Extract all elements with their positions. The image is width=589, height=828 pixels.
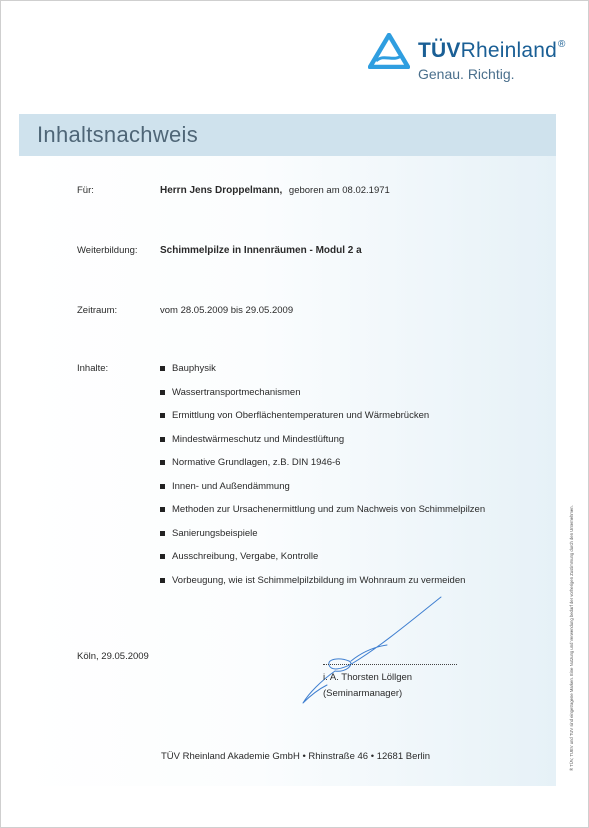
title-band	[19, 114, 556, 156]
weiterbildung-label: Weiterbildung:	[77, 245, 138, 256]
list-item: Normative Grundlagen, z.B. DIN 1946-6	[160, 457, 485, 481]
signatory-name: i. A. Thorsten Löllgen	[323, 672, 413, 683]
list-item: Wassertransportmechanismen	[160, 387, 485, 411]
recipient	[160, 185, 390, 196]
footer-address: TÜV Rheinland Akademie GmbH • Rhinstraße 46 • 12681 Berlin	[160, 751, 431, 762]
list-item: Mindestwärmeschutz und Mindestlüftung	[160, 434, 485, 458]
bullet-icon	[160, 460, 165, 465]
list-item: Innen- und Außendämmung	[160, 481, 485, 505]
list-item: Ermittlung von Oberflächentemperaturen und Wärmebrücken	[160, 410, 485, 434]
bullet-icon	[160, 366, 165, 371]
logo-brand: TÜVRheinland®	[418, 39, 566, 62]
tuev-triangle-icon	[368, 33, 410, 69]
list-item: Sanierungsbeispiele	[160, 528, 485, 552]
bullet-icon	[160, 531, 165, 536]
bullet-icon	[160, 507, 165, 512]
trademark-note: ® TÜV, TUEV und TUV sind eingetragene Marken. Eine Nutzung und Verwendung bedarf der vorherigen Zustimmung durch den Unternehmen.	[569, 505, 574, 771]
zeitraum-label: Zeitraum:	[77, 305, 118, 316]
recipient-name: Herrn Jens Droppelmann,	[160, 185, 283, 196]
place-date: Köln, 29.05.2009	[77, 651, 149, 662]
page-title: Inhaltsnachweis	[37, 122, 199, 147]
signature-line	[323, 664, 457, 665]
bullet-icon	[160, 578, 165, 583]
content-list	[160, 363, 485, 598]
course-title: Schimmelpilze in Innenräumen - Modul 2 a	[160, 245, 362, 256]
list-item: Methoden zur Ursachenermittlung und zum Nachweis von Schimmelpilzen	[160, 504, 485, 528]
bullet-icon	[160, 413, 165, 418]
inhalte-label: Inhalte:	[77, 363, 109, 374]
bullet-icon	[160, 437, 165, 442]
bullet-icon	[160, 484, 165, 489]
tuev-rheinland-logo	[368, 31, 568, 83]
list-item: Bauphysik	[160, 363, 485, 387]
fuer-label: Für:	[77, 185, 94, 196]
bullet-icon	[160, 554, 165, 559]
list-item: Vorbeugung, wie ist Schimmelpilzbildung im Wohnraum zu vermeiden	[160, 575, 485, 599]
bullet-icon	[160, 390, 165, 395]
logo-tagline: Genau. Richtig.	[418, 66, 515, 82]
recipient-birthdate: geboren am 08.02.1971	[288, 185, 390, 196]
list-item: Ausschreibung, Vergabe, Kontrolle	[160, 551, 485, 575]
course-period: vom 28.05.2009 bis 29.05.2009	[160, 305, 294, 316]
signatory-role: (Seminarmanager)	[323, 688, 403, 699]
